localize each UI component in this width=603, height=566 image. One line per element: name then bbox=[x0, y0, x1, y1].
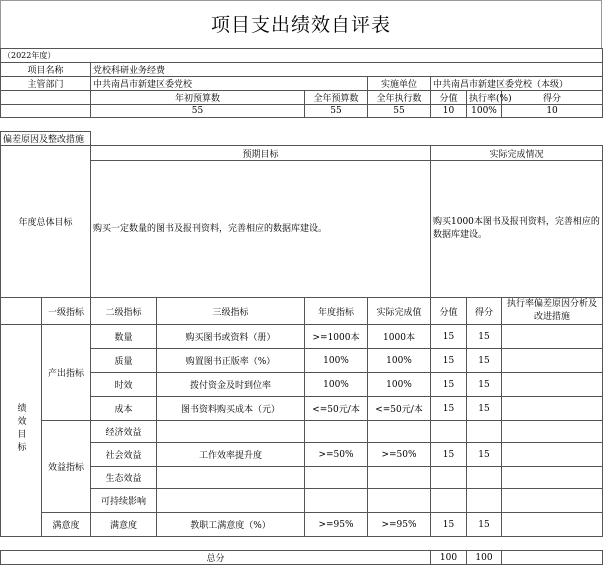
reason-cell bbox=[502, 467, 603, 489]
indicator-row bbox=[1, 513, 603, 537]
total-row bbox=[1, 551, 603, 565]
l2-cell: 质量 bbox=[91, 349, 157, 373]
l3-cell: 购买图书或资料（册） bbox=[157, 325, 305, 349]
budget-header: 分值 bbox=[431, 91, 467, 105]
col-header: 一级指标 bbox=[42, 298, 91, 325]
perf-label: 绩效目标 bbox=[1, 325, 42, 537]
l3-cell bbox=[157, 467, 305, 489]
project-name: 党校科研业务经费 bbox=[91, 63, 603, 77]
actual-cell: 100% bbox=[368, 349, 431, 373]
budget-value: 55 bbox=[305, 105, 368, 118]
budget-value: 10 bbox=[502, 105, 603, 118]
actual-completion-text: 购买1000本图书及报刊资料，完善相应的数据库建设。 bbox=[431, 161, 603, 298]
goal-content-row bbox=[1, 161, 603, 298]
score-cell: 15 bbox=[431, 373, 467, 397]
target-cell bbox=[305, 467, 368, 489]
l2-cell: 经济效益 bbox=[91, 421, 157, 443]
benefit-label: 效益指标 bbox=[42, 421, 91, 513]
budget-header: 全年预算数 bbox=[305, 91, 368, 105]
spacer-row bbox=[1, 537, 603, 551]
got-cell bbox=[467, 421, 502, 443]
score-cell: 15 bbox=[431, 513, 467, 537]
blank bbox=[1, 91, 91, 105]
deviation-label: 偏差原因及整改措施 bbox=[1, 132, 91, 146]
l3-cell: 工作效率提升度 bbox=[157, 443, 305, 467]
score-cell bbox=[431, 421, 467, 443]
total-score: 100 bbox=[431, 551, 467, 565]
target-cell: 100% bbox=[305, 373, 368, 397]
got-cell: 15 bbox=[467, 349, 502, 373]
score-cell: 15 bbox=[431, 325, 467, 349]
col-header: 年度指标 bbox=[305, 298, 368, 325]
target-cell: >=1000本 bbox=[305, 325, 368, 349]
blank bbox=[502, 551, 603, 565]
actual-cell: >=95% bbox=[368, 513, 431, 537]
l2-cell: 社会效益 bbox=[91, 443, 157, 467]
score-cell bbox=[431, 489, 467, 513]
column-header-row bbox=[1, 298, 603, 325]
evaluation-table bbox=[0, 48, 603, 565]
actual-cell: 1000本 bbox=[368, 325, 431, 349]
actual-completion-header: 实际完成情况 bbox=[431, 146, 603, 161]
got-cell: 15 bbox=[467, 373, 502, 397]
actual-cell bbox=[368, 467, 431, 489]
score-cell: 15 bbox=[431, 397, 467, 421]
score-cell: 15 bbox=[431, 443, 467, 467]
budget-header: 执行率(%) bbox=[467, 91, 502, 105]
indicator-row bbox=[1, 489, 603, 513]
l2-cell: 满意度 bbox=[91, 513, 157, 537]
got-cell: 15 bbox=[467, 443, 502, 467]
satisfaction-label: 满意度 bbox=[42, 513, 91, 537]
dept-row bbox=[1, 77, 603, 91]
l2-cell: 数量 bbox=[91, 325, 157, 349]
actual-cell: 100% bbox=[368, 373, 431, 397]
budget-value-row bbox=[1, 105, 603, 118]
impl-value: 中共南昌市新建区委党校（本级） bbox=[431, 77, 603, 91]
target-cell: <=50元/本 bbox=[305, 397, 368, 421]
reason-cell bbox=[502, 349, 603, 373]
budget-header: 全年执行数 bbox=[368, 91, 431, 105]
budget-value: 55 bbox=[91, 105, 305, 118]
l3-cell: 教职工满意度（%） bbox=[157, 513, 305, 537]
reason-cell bbox=[502, 421, 603, 443]
annual-goal-label: 年度总体目标 bbox=[1, 146, 91, 298]
budget-value: 10 bbox=[431, 105, 467, 118]
year-label: （2022年度） bbox=[1, 49, 603, 63]
actual-cell bbox=[368, 489, 431, 513]
col-header: 分值 bbox=[431, 298, 467, 325]
l2-cell: 成本 bbox=[91, 397, 157, 421]
deviation-row bbox=[1, 132, 603, 146]
l2-cell: 可持续影响 bbox=[91, 489, 157, 513]
target-cell: 100% bbox=[305, 349, 368, 373]
blank bbox=[1, 298, 42, 325]
indicator-row bbox=[1, 325, 603, 349]
output-label: 产出指标 bbox=[42, 325, 91, 421]
impl-label: 实施单位 bbox=[368, 77, 431, 91]
goal-header-row bbox=[1, 146, 603, 161]
total-got: 100 bbox=[467, 551, 502, 565]
reason-cell bbox=[502, 373, 603, 397]
budget-header: 得分 bbox=[502, 91, 603, 105]
spacer bbox=[1, 118, 603, 132]
got-cell bbox=[467, 489, 502, 513]
year-row bbox=[1, 49, 603, 63]
col-header: 得分 bbox=[467, 298, 502, 325]
actual-cell: <=50元/本 bbox=[368, 397, 431, 421]
col-header: 实际完成值 bbox=[368, 298, 431, 325]
deviation-value bbox=[91, 132, 603, 146]
l3-cell bbox=[157, 421, 305, 443]
l3-cell: 图书资料购买成本（元） bbox=[157, 397, 305, 421]
indicator-row bbox=[1, 373, 603, 397]
score-cell: 15 bbox=[431, 349, 467, 373]
indicator-row bbox=[1, 349, 603, 373]
reason-cell bbox=[502, 443, 603, 467]
reason-cell bbox=[502, 325, 603, 349]
target-cell bbox=[305, 421, 368, 443]
reason-cell bbox=[502, 397, 603, 421]
got-cell bbox=[467, 467, 502, 489]
indicator-row bbox=[1, 421, 603, 443]
l3-cell: 购置图书正版率（%） bbox=[157, 349, 305, 373]
indicator-row bbox=[1, 397, 603, 421]
budget-header: 年初预算数 bbox=[91, 91, 305, 105]
project-name-label: 项目名称 bbox=[1, 63, 91, 77]
col-header: 三级指标 bbox=[157, 298, 305, 325]
indicator-row bbox=[1, 467, 603, 489]
target-cell bbox=[305, 489, 368, 513]
dept-label: 主管部门 bbox=[1, 77, 91, 91]
target-cell: >=50% bbox=[305, 443, 368, 467]
budget-value: 100% bbox=[467, 105, 502, 118]
spacer bbox=[1, 537, 603, 551]
actual-cell bbox=[368, 421, 431, 443]
col-header: 二级指标 bbox=[91, 298, 157, 325]
score-cell bbox=[431, 467, 467, 489]
reason-cell bbox=[502, 513, 603, 537]
spacer-row bbox=[1, 118, 603, 132]
got-cell: 15 bbox=[467, 397, 502, 421]
actual-cell: >=50% bbox=[368, 443, 431, 467]
target-cell: >=95% bbox=[305, 513, 368, 537]
l2-cell: 时效 bbox=[91, 373, 157, 397]
col-header: 执行率偏差原因分析及改进措施 bbox=[502, 298, 603, 325]
budget-header-row bbox=[1, 91, 603, 105]
reason-cell bbox=[502, 489, 603, 513]
indicator-row bbox=[1, 443, 603, 467]
blank bbox=[1, 105, 91, 118]
got-cell: 15 bbox=[467, 325, 502, 349]
l2-cell: 生态效益 bbox=[91, 467, 157, 489]
form-title: 项目支出绩效自评表 bbox=[0, 0, 602, 48]
expected-goal-header: 预期目标 bbox=[91, 146, 431, 161]
project-row bbox=[1, 63, 603, 77]
budget-value: 55 bbox=[368, 105, 431, 118]
l3-cell bbox=[157, 489, 305, 513]
got-cell: 15 bbox=[467, 513, 502, 537]
dept-value: 中共南昌市新建区委党校 bbox=[91, 77, 368, 91]
l3-cell: 拨付资金及时到位率 bbox=[157, 373, 305, 397]
total-label: 总分 bbox=[1, 551, 431, 565]
expected-goal-text: 购买一定数量的图书及报刊资料，完善相应的数据库建设。 bbox=[91, 161, 431, 298]
